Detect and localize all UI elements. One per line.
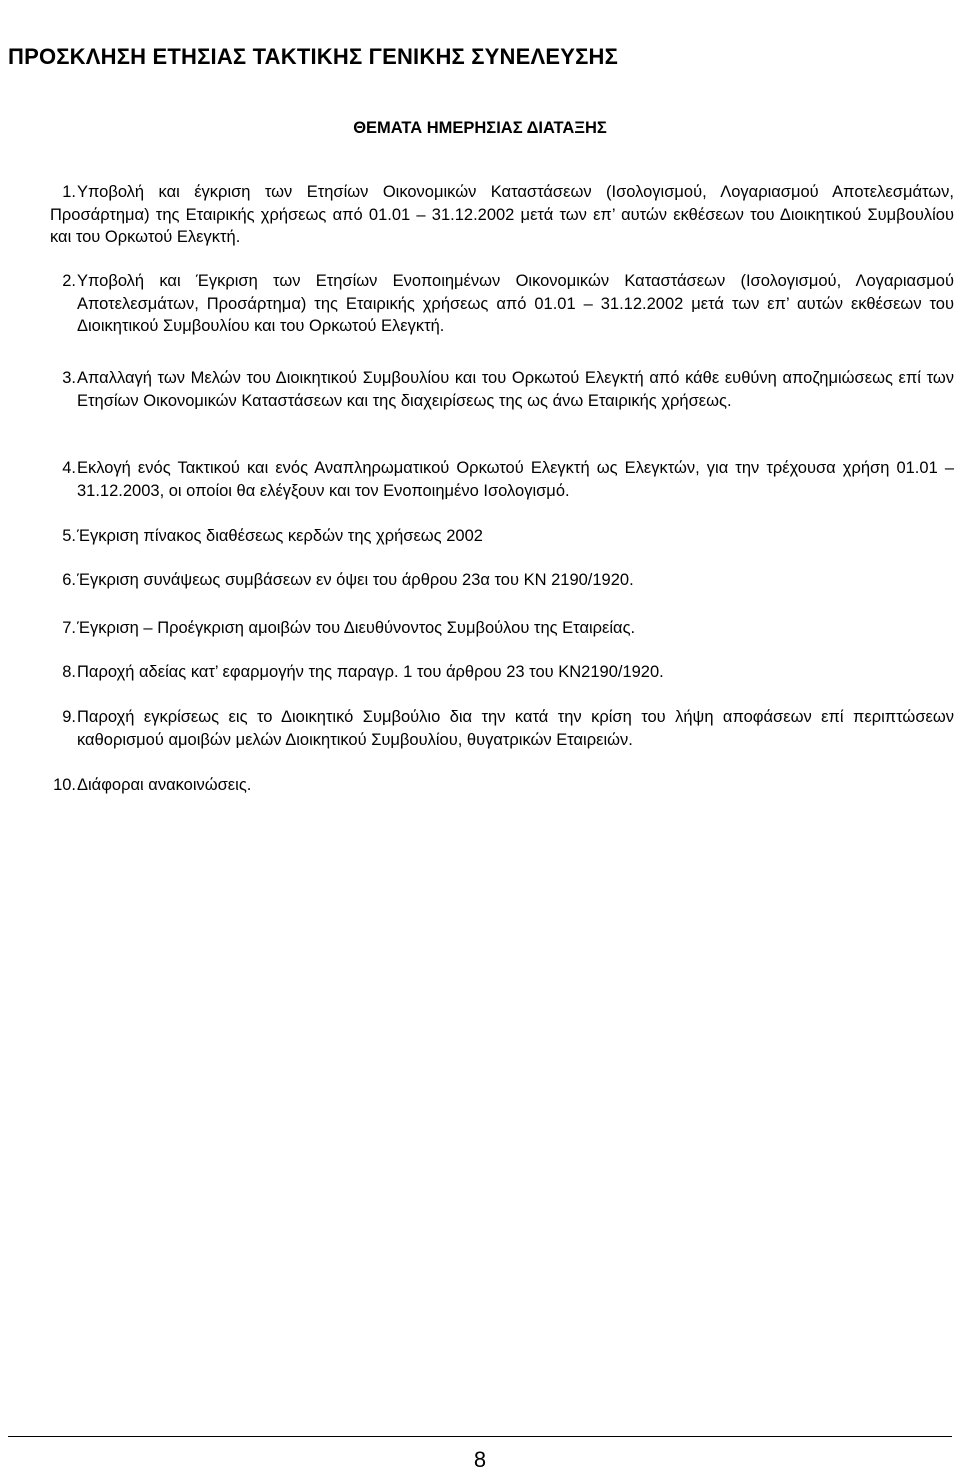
agenda-item-7 bbox=[36, 617, 954, 640]
agenda-item-number: 10. bbox=[53, 776, 76, 794]
agenda-item-text: Υποβολή και Έγκριση των Ετησίων Ενοποιημένων Οικονομικών Καταστάσεων (Ισολογισμού, Λογαριασμού Αποτελεσμάτων, Προσάρτημα) της Εταιρικής χρήσεως από 01.01 – 31.12.2002 μετά των επ’ αυτών εκθέσεων του Διοικητικού Συμβουλίου και του Ορκωτού Ελεγκτή. bbox=[77, 272, 954, 335]
agenda-item-number: 4. bbox=[62, 459, 76, 477]
agenda-item-10 bbox=[36, 774, 954, 797]
agenda-heading: ΘΕΜΑΤΑ ΗΜΕΡΗΣΙΑΣ ΔΙΑΤΑΞΗΣ bbox=[353, 119, 607, 137]
page-number: 8 bbox=[473, 1447, 487, 1472]
footer-divider bbox=[8, 1436, 952, 1437]
agenda-item-text: Παροχή εγκρίσεως εις το Διοικητικό Συμβούλιο δια την κατά την κρίση του λήψη αποφάσεων επί περιπτώσεων καθορισμού αμοιβών μελών Διοικητικού Συμβουλίου, θυγατρικών Εταιρειών. bbox=[77, 708, 954, 749]
agenda-item-text: Έγκριση – Προέγκριση αμοιβών του Διευθύνοντος Συμβούλου της Εταιρείας. bbox=[77, 619, 636, 637]
agenda-item-9 bbox=[36, 706, 954, 751]
agenda-item-number: 3. bbox=[62, 369, 76, 387]
agenda-item-number: 7. bbox=[62, 619, 76, 637]
agenda-item-number: 1. bbox=[62, 183, 76, 201]
agenda-item-3 bbox=[36, 367, 954, 412]
agenda-item-number: 2. bbox=[62, 272, 76, 290]
agenda-item-5 bbox=[36, 525, 954, 548]
agenda-item-text: Έγκριση συνάψεως συμβάσεων εν όψει του άρθρου 23α του ΚΝ 2190/1920. bbox=[77, 571, 634, 589]
agenda-item-6 bbox=[36, 569, 954, 592]
agenda-item-number: 5. bbox=[62, 527, 76, 545]
agenda-item-2 bbox=[36, 270, 954, 338]
agenda-item-number: 8. bbox=[62, 663, 76, 681]
agenda-item-text: Υποβολή και έγκριση των Ετησίων Οικονομικών Καταστάσεων (Ισολογισμού, Λογαριασμού Αποτελεσμάτων, Προσάρτημα) της Εταιρικής χρήσεως από 01.01 – 31.12.2002 μετά των επ’ αυτών εκθέσεων του Διοικητικού Συμβουλίου και του Ορκωτού Ελεγκτή. bbox=[50, 183, 954, 246]
agenda-item-text: Απαλλαγή των Μελών του Διοικητικού Συμβουλίου και του Ορκωτού Ελεγκτή από κάθε ευθύνη αποζημιώσεως επί των Ετησίων Οικονομικών Καταστάσεων και της διαχειρίσεως της ως άνω Εταιρικής χρήσεως. bbox=[77, 369, 954, 410]
agenda-item-8 bbox=[36, 661, 954, 684]
agenda-item-number: 6. bbox=[62, 571, 76, 589]
agenda-item-1 bbox=[36, 181, 954, 249]
agenda-item-text: Έγκριση πίνακος διαθέσεως κερδών της χρήσεως 2002 bbox=[77, 527, 483, 545]
agenda-item-text: Διάφοραι ανακοινώσεις. bbox=[77, 776, 252, 794]
agenda-item-text: Παροχή αδείας κατ’ εφαρμογήν της παραγρ. 1 του άρθρου 23 του ΚΝ2190/1920. bbox=[77, 663, 664, 681]
agenda-item-4 bbox=[36, 457, 954, 502]
agenda-item-text: Εκλογή ενός Τακτικού και ενός Αναπληρωματικού Ορκωτού Ελεγκτή ως Ελεγκτών, για την τρέχουσα χρήση 01.01 – 31.12.2003, οι οποίοι θα ελέγξουν και τον Ενοποιημένο Ισολογισμό. bbox=[77, 459, 954, 500]
document-title: ΠΡΟΣΚΛΗΣΗ ΕΤΗΣΙΑΣ ΤΑΚΤΙΚΗΣ ΓΕΝΙΚΗΣ ΣΥΝΕΛΕΥΣΗΣ bbox=[8, 44, 619, 69]
agenda-item-number: 9. bbox=[62, 708, 76, 726]
